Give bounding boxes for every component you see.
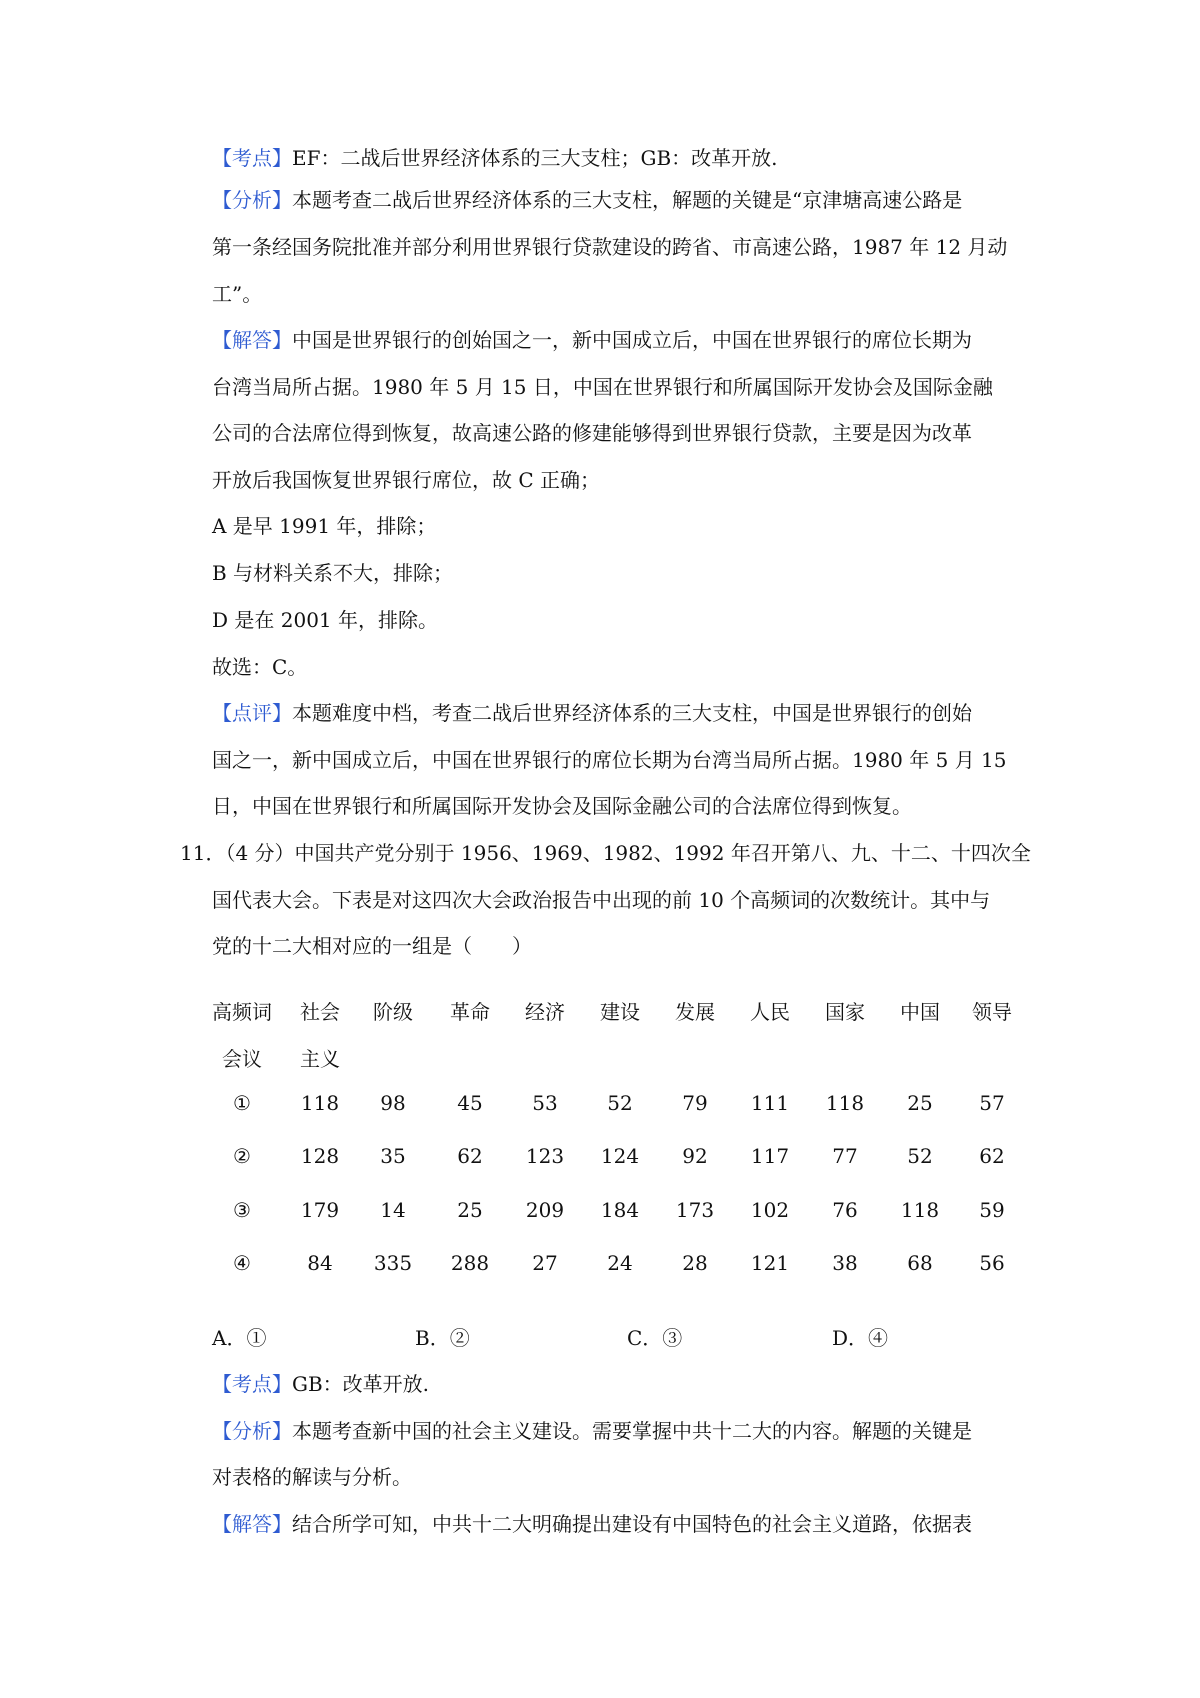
option-b[interactable]: B．② [415, 1326, 470, 1350]
jieda-tag-2: 【解答】 [212, 1512, 292, 1536]
dianping-line-1 [212, 703, 972, 723]
option-a[interactable]: A．① [212, 1326, 267, 1350]
table-cell: 25 [457, 1198, 483, 1222]
table-row-label: ① [233, 1091, 251, 1115]
jieda-text-2-1: 结合所学可知，中共十二大明确提出建设有中国特色的社会主义道路，依据表 [292, 1512, 972, 1536]
table-cell: 38 [832, 1251, 858, 1275]
dianping-text-1: 本题难度中档，考查二战后世界经济体系的三大支柱，中国是世界银行的创始 [292, 701, 972, 725]
question-11-line-1 [180, 843, 1031, 863]
option-c[interactable]: C．③ [627, 1326, 683, 1350]
table-cell: 92 [682, 1144, 708, 1168]
table-cell: 53 [532, 1091, 558, 1115]
table-header-cell: 中国 [900, 1000, 940, 1024]
table-cell: 111 [750, 1091, 790, 1115]
table-header-cell: 高频词 [212, 1000, 272, 1024]
jieda-line-2-1 [212, 1514, 972, 1534]
table-cell: 77 [832, 1144, 858, 1168]
table-cell: 179 [300, 1198, 340, 1222]
fenxi-tag-2: 【分析】 [212, 1419, 292, 1443]
table-header-cell: 主义 [300, 1047, 340, 1071]
table-cell: 118 [900, 1198, 940, 1222]
table-cell: 335 [373, 1251, 413, 1275]
table-cell: 24 [607, 1251, 633, 1275]
table-cell: 288 [450, 1251, 490, 1275]
table-row-label: ④ [233, 1251, 251, 1275]
fenxi-line-2-2: 对表格的解读与分析。 [212, 1465, 412, 1489]
fenxi-line-3: 工”。 [212, 282, 263, 306]
table-header-cell: 领导 [972, 1000, 1012, 1024]
table-cell: 27 [532, 1251, 558, 1275]
option-a-note: A 是早 1991 年，排除； [212, 514, 437, 538]
table-header-cell: 革命 [450, 1000, 490, 1024]
table-cell: 184 [600, 1198, 640, 1222]
option-b-note: B 与材料关系不大，排除； [212, 561, 454, 585]
table-cell: 57 [979, 1091, 1005, 1115]
option-d-note: D 是在 2001 年，排除。 [212, 608, 439, 632]
table-header-cell: 社会 [300, 1000, 340, 1024]
table-cell: 76 [832, 1198, 858, 1222]
table-cell: 128 [300, 1144, 340, 1168]
dianping-line-2: 国之一，新中国成立后，中国在世界银行的席位长期为台湾当局所占据。1980 年 5 月 15 [212, 748, 1007, 772]
table-cell: 25 [907, 1091, 933, 1115]
table-header-cell: 建设 [600, 1000, 640, 1024]
table-cell: 68 [907, 1251, 933, 1275]
table-cell: 123 [525, 1144, 565, 1168]
table-cell: 56 [979, 1251, 1005, 1275]
table-cell: 117 [750, 1144, 790, 1168]
table-cell: 98 [380, 1091, 406, 1115]
question-11-line-2: 国代表大会。下表是对这四次大会政治报告中出现的前 10 个高频词的次数统计。其中与 [212, 888, 991, 912]
fenxi-line-2-1 [212, 1421, 972, 1441]
table-cell: 28 [682, 1251, 708, 1275]
question-number: 11． [180, 841, 226, 865]
table-header-cell: 发展 [675, 1000, 715, 1024]
table-cell: 62 [457, 1144, 483, 1168]
jieda-text-1: 中国是世界银行的创始国之一，新中国成立后，中国在世界银行的席位长期为 [292, 328, 972, 352]
table-cell: 209 [525, 1198, 565, 1222]
kaodian-text-2: GB：改革开放. [292, 1372, 430, 1396]
table-cell: 45 [457, 1091, 483, 1115]
fenxi-line-1 [212, 190, 962, 210]
fenxi-text-1: 本题考查二战后世界经济体系的三大支柱，解题的关键是“京津塘高速公路是 [292, 188, 963, 212]
kaodian-tag-2: 【考点】 [212, 1372, 292, 1396]
table-cell: 102 [750, 1198, 790, 1222]
table-cell: 35 [380, 1144, 406, 1168]
kaodian-tag: 【考点】 [212, 146, 292, 170]
option-d[interactable]: D．④ [832, 1326, 889, 1350]
table-header-cell: 经济 [525, 1000, 565, 1024]
table-cell: 14 [380, 1198, 406, 1222]
dianping-line-3: 日，中国在世界银行和所属国际开发协会及国际金融公司的合法席位得到恢复。 [212, 794, 912, 818]
question-11-line-3: 党的十二大相对应的一组是（ ） [212, 934, 532, 958]
table-header-cell: 会议 [222, 1047, 262, 1071]
dianping-tag: 【点评】 [212, 701, 292, 725]
fenxi-line-2: 第一条经国务院批准并部分利用世界银行贷款建设的跨省、市高速公路，1987 年 12 月动 [212, 235, 1008, 259]
jieda-line-1 [212, 330, 972, 350]
table-cell: 52 [907, 1144, 933, 1168]
table-cell: 121 [750, 1251, 790, 1275]
fenxi-text-2-1: 本题考查新中国的社会主义建设。需要掌握中共十二大的内容。解题的关键是 [292, 1419, 972, 1443]
fenxi-tag: 【分析】 [212, 188, 292, 212]
table-cell: 52 [607, 1091, 633, 1115]
answer-line: 故选：C。 [212, 655, 308, 679]
table-header-cell: 国家 [825, 1000, 865, 1024]
table-cell: 173 [675, 1198, 715, 1222]
kaodian-line [212, 148, 778, 168]
table-cell: 59 [979, 1198, 1005, 1222]
table-cell: 84 [307, 1251, 333, 1275]
kaodian-text: EF：二战后世界经济体系的三大支柱；GB：改革开放. [292, 146, 778, 170]
jieda-line-2: 台湾当局所占据。1980 年 5 月 15 日，中国在世界银行和所属国际开发协会及国际金融 [212, 375, 993, 399]
table-header-cell: 人民 [750, 1000, 790, 1024]
table-row-label: ② [233, 1144, 251, 1168]
table-cell: 124 [600, 1144, 640, 1168]
table-cell: 79 [682, 1091, 708, 1115]
jieda-line-4: 开放后我国恢复世界银行席位，故 C 正确； [212, 468, 601, 492]
table-row-label: ③ [233, 1198, 251, 1222]
kaodian-line-2 [212, 1374, 429, 1394]
table-header-cell: 阶级 [373, 1000, 413, 1024]
question-text-1: （4 分）中国共产党分别于 1956、1969、1982、1992 年召开第八、九、十二、十四次全 [225, 841, 1031, 865]
jieda-line-3: 公司的合法席位得到恢复，故高速公路的修建能够得到世界银行贷款，主要是因为改革 [212, 421, 972, 445]
table-cell: 62 [979, 1144, 1005, 1168]
jieda-tag: 【解答】 [212, 328, 292, 352]
table-cell: 118 [300, 1091, 340, 1115]
table-cell: 118 [825, 1091, 865, 1115]
